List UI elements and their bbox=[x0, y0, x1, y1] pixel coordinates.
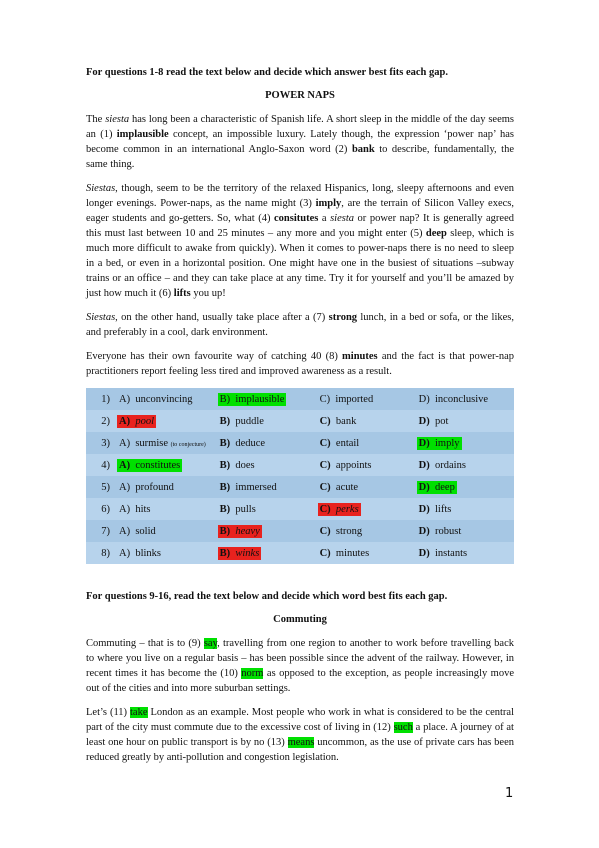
option-text: inconclusive bbox=[435, 393, 489, 405]
gap-answer-2: bank bbox=[351, 144, 375, 155]
answer-option bbox=[315, 520, 414, 542]
answer-option-label bbox=[218, 415, 266, 428]
answer-option bbox=[114, 520, 215, 542]
option-letter: C) bbox=[319, 547, 331, 559]
gap-answer-11: take bbox=[130, 707, 148, 718]
answer-option-label bbox=[417, 547, 469, 560]
question-number: 1) bbox=[101, 393, 110, 405]
option-text: winks bbox=[235, 547, 260, 559]
option-text: surmise bbox=[135, 437, 169, 449]
answer-row bbox=[86, 476, 514, 498]
option-text: instants bbox=[435, 547, 468, 559]
option-letter: B) bbox=[219, 393, 231, 405]
answer-option-label bbox=[417, 393, 490, 406]
option-letter: D) bbox=[418, 525, 430, 537]
answer-row bbox=[86, 542, 514, 564]
question-number: 8) bbox=[101, 547, 110, 559]
text-run: , travelling from one region to another to work before travelling back to where you live on a regular basis – has been possible since the advent of the railway. However, in recent times it has become the (10) bbox=[86, 638, 514, 679]
gap-answer-7: strong bbox=[328, 312, 358, 323]
answer-option-label bbox=[318, 481, 361, 494]
answer-option bbox=[215, 498, 315, 520]
option-letter: A) bbox=[119, 393, 131, 405]
gap-answer-4: consitutes bbox=[274, 213, 319, 224]
section2-paragraph-2 bbox=[86, 705, 514, 765]
text-run: a bbox=[318, 213, 331, 224]
text-run: you up! bbox=[190, 288, 226, 299]
option-letter: B) bbox=[219, 547, 231, 559]
option-letter: B) bbox=[219, 415, 231, 427]
option-text: perks bbox=[335, 503, 359, 515]
option-text: acute bbox=[335, 481, 359, 493]
section2-instruction: For questions 9-16, read the text below and decide which word best fits each gap. bbox=[86, 591, 448, 602]
option-letter: A) bbox=[119, 525, 131, 537]
gap-answer-12: such bbox=[393, 722, 413, 733]
option-text: immersed bbox=[235, 481, 277, 493]
option-letter: D) bbox=[418, 415, 430, 427]
question-number: 5) bbox=[101, 481, 110, 493]
option-letter: B) bbox=[219, 525, 231, 537]
option-letter: C) bbox=[319, 437, 331, 449]
option-letter: A) bbox=[119, 481, 131, 493]
answer-highlight-green bbox=[417, 481, 457, 494]
page-number: 1 bbox=[505, 786, 514, 801]
option-text: blinks bbox=[135, 547, 162, 559]
text-run: London as an example. Most people who work in what is considered to be the central part of the city must commute due to the excessive cost of living in (12) bbox=[86, 707, 514, 733]
option-text: bank bbox=[335, 415, 357, 427]
option-text: pool bbox=[135, 415, 155, 427]
answer-option-label bbox=[318, 415, 359, 428]
answer-option-label bbox=[318, 437, 362, 450]
answer-option bbox=[114, 476, 215, 498]
option-letter: A) bbox=[119, 459, 131, 471]
answer-option bbox=[315, 410, 414, 432]
option-text: deduce bbox=[235, 437, 266, 449]
answer-option bbox=[315, 454, 414, 476]
option-text: strong bbox=[335, 525, 363, 537]
question-number: 4) bbox=[101, 459, 110, 471]
option-text: minutes bbox=[335, 547, 370, 559]
answer-option-label bbox=[417, 415, 451, 428]
answer-option bbox=[114, 432, 215, 454]
gap-answer-5: deep bbox=[425, 228, 447, 239]
answer-option bbox=[414, 388, 514, 410]
answer-options-table bbox=[86, 388, 514, 564]
answer-highlight-green bbox=[117, 459, 182, 472]
option-text: hits bbox=[135, 503, 151, 515]
answer-option bbox=[215, 476, 315, 498]
option-text: puddle bbox=[235, 415, 264, 427]
answer-option bbox=[114, 410, 215, 432]
answer-option-label bbox=[218, 437, 267, 450]
option-text: appoints bbox=[335, 459, 372, 471]
section2-paragraph-1 bbox=[86, 636, 514, 696]
answer-option bbox=[315, 476, 414, 498]
answer-option-label bbox=[117, 525, 158, 538]
answer-highlight-green bbox=[417, 437, 462, 450]
section1-paragraph-2 bbox=[86, 181, 514, 301]
answer-option bbox=[114, 454, 215, 476]
section1-paragraph-3 bbox=[86, 310, 514, 340]
option-text: ordains bbox=[435, 459, 466, 471]
answer-highlight-red bbox=[117, 415, 156, 428]
text-run: and the fact is that power-nap practitioners report feeling less tired and improved awareness as a result. bbox=[86, 351, 514, 377]
option-letter: A) bbox=[119, 547, 131, 559]
gap-answer-10: norm bbox=[241, 668, 264, 679]
answer-option-label bbox=[417, 503, 454, 516]
answer-row bbox=[86, 520, 514, 542]
answer-option bbox=[414, 476, 514, 498]
text-run: lunch, in a bed or sofa, or the likes, and preferably in a cool, dark environment. bbox=[86, 312, 514, 338]
answer-option bbox=[315, 432, 414, 454]
answer-option bbox=[414, 454, 514, 476]
answer-row bbox=[86, 410, 514, 432]
text-run: or power nap? It is generally agreed this must last between 10 and 25 minutes – any more and you might enter (5) bbox=[86, 213, 514, 239]
text-run: , though, seem to be the territory of the relaxed Hispanics, long, sleepy afternoons and even longer evenings. Power-naps, as the name might (3) bbox=[86, 183, 514, 209]
option-text: pulls bbox=[235, 503, 256, 515]
option-text: pot bbox=[435, 415, 449, 427]
option-text: lifts bbox=[435, 503, 452, 515]
gap-answer-9: say bbox=[203, 638, 218, 649]
text-run: a place. A journey of at least one hour on public transport is by no (13) bbox=[86, 722, 514, 748]
question-number: 7) bbox=[101, 525, 110, 537]
answer-option-label bbox=[117, 503, 153, 516]
option-letter: D) bbox=[418, 547, 430, 559]
answer-option bbox=[414, 542, 514, 564]
answer-option bbox=[114, 542, 215, 564]
option-letter: D) bbox=[418, 481, 430, 493]
text-run: The bbox=[86, 114, 106, 125]
answer-option bbox=[215, 454, 315, 476]
answer-option-label bbox=[318, 393, 376, 406]
text-run: to describe, fundamentally, the same thing. bbox=[86, 144, 514, 170]
option-letter: C) bbox=[319, 393, 331, 405]
section1-title: POWER NAPS bbox=[265, 90, 335, 101]
answer-highlight-red bbox=[218, 547, 262, 560]
text-run: Commuting – that is to (9) bbox=[86, 638, 204, 649]
question-number: 6) bbox=[101, 503, 110, 515]
text-run: uncommon, as the use of private cars has been reduced greatly by anti-pollution and congestion legislation. bbox=[86, 737, 514, 763]
italic-word: siesta bbox=[330, 213, 355, 224]
answer-option bbox=[114, 498, 215, 520]
option-text: implausible bbox=[235, 393, 285, 405]
answer-option-label bbox=[117, 547, 163, 560]
option-letter: D) bbox=[418, 503, 430, 515]
option-text: constitutes bbox=[135, 459, 181, 471]
section1-paragraph-1 bbox=[86, 112, 514, 172]
option-letter: A) bbox=[119, 437, 131, 449]
text-run: Let’s (11) bbox=[86, 707, 130, 718]
text-run: Everyone has their own favourite way of catching 40 (8) bbox=[86, 351, 343, 362]
answer-option bbox=[414, 498, 514, 520]
option-text: profound bbox=[135, 481, 174, 493]
answer-option-label bbox=[117, 393, 195, 406]
answer-option bbox=[315, 542, 414, 564]
option-text: solid bbox=[135, 525, 156, 537]
option-letter: D) bbox=[418, 393, 430, 405]
answer-option-label bbox=[417, 459, 468, 472]
text-run: sleep, which is much more difficult to awake from quickly). When it comes to power-naps there is no need to sleep in a bed, or even in a horizontal position. One might have one in the busiest of situations –subway trains or an office – and they can take place at any time. Try it for yourself and you’ll be amazed by just how much it (6) bbox=[86, 228, 514, 299]
option-letter: B) bbox=[219, 459, 231, 471]
gap-answer-13: means bbox=[287, 737, 315, 748]
answer-option bbox=[215, 410, 315, 432]
italic-word: Siestas bbox=[86, 183, 116, 194]
italic-word: siesta bbox=[105, 114, 130, 125]
question-number: 2) bbox=[101, 415, 110, 427]
answer-option-label bbox=[318, 459, 374, 472]
gap-answer-6: lifts bbox=[173, 288, 191, 299]
answer-row bbox=[86, 498, 514, 520]
option-text: unconvincing bbox=[135, 393, 193, 405]
text-run: , are the terrain of Silicon Valley execs, eager students and go-getters. So, what (4) bbox=[86, 198, 514, 224]
text-run: , on the other hand, usually take place after a (7) bbox=[115, 312, 329, 323]
gap-answer-1: implausible bbox=[116, 129, 169, 140]
answer-option bbox=[215, 542, 315, 564]
answer-option-label bbox=[117, 437, 208, 450]
option-letter: B) bbox=[219, 481, 231, 493]
option-letter: D) bbox=[418, 459, 430, 471]
option-text: does bbox=[235, 459, 255, 471]
text-run: as opposed to the exception, as people increasingly move out of the cities and into more suburban settings. bbox=[86, 668, 514, 694]
answer-row bbox=[86, 454, 514, 476]
text-run: concept, an impossible luxury. Lately though, the expression ‘power nap’ has become common in an international Anglo-Saxon word (2) bbox=[86, 129, 515, 155]
option-text: heavy bbox=[235, 525, 260, 537]
italic-word: Siestas bbox=[86, 312, 116, 323]
section2 bbox=[86, 590, 514, 765]
option-text: imply bbox=[435, 437, 460, 449]
answer-option-label bbox=[218, 481, 279, 494]
option-text: robust bbox=[435, 525, 462, 537]
answer-row bbox=[86, 432, 514, 454]
option-letter: C) bbox=[319, 503, 331, 515]
option-letter: C) bbox=[319, 481, 331, 493]
answer-option bbox=[315, 388, 414, 410]
answer-option bbox=[215, 432, 315, 454]
option-letter: D) bbox=[418, 437, 430, 449]
section1-instruction: For questions 1-8 read the text below and decide which answer best fits each gap. bbox=[86, 67, 448, 78]
answer-option bbox=[414, 432, 514, 454]
answer-option bbox=[414, 410, 514, 432]
answer-option bbox=[414, 520, 514, 542]
option-letter: A) bbox=[119, 415, 131, 427]
answer-option bbox=[114, 388, 215, 410]
answer-option-label bbox=[117, 481, 176, 494]
option-letter: A) bbox=[119, 503, 131, 515]
answer-option-label bbox=[318, 547, 372, 560]
option-letter: B) bbox=[219, 503, 231, 515]
answer-highlight-red bbox=[218, 525, 262, 538]
gap-answer-3: imply bbox=[315, 198, 342, 209]
answer-highlight-green bbox=[218, 393, 287, 406]
option-text: deep bbox=[435, 481, 455, 493]
text-run: has long been a characteristic of Spanish life. A short sleep in the middle of the day seems an (1) bbox=[86, 114, 514, 140]
answer-row bbox=[86, 388, 514, 410]
option-note: (to conjecture) bbox=[170, 441, 206, 448]
section2-title: Commuting bbox=[273, 614, 327, 625]
answer-option-label bbox=[218, 503, 258, 516]
section1-paragraph-4 bbox=[86, 349, 514, 379]
option-text: entail bbox=[335, 437, 360, 449]
option-letter: C) bbox=[319, 415, 331, 427]
option-text: imported bbox=[335, 393, 374, 405]
option-letter: B) bbox=[219, 437, 231, 449]
page-content bbox=[86, 66, 514, 774]
answer-option bbox=[315, 498, 414, 520]
answer-option-label bbox=[417, 525, 464, 538]
answer-option bbox=[215, 520, 315, 542]
option-letter: C) bbox=[319, 525, 331, 537]
question-number: 3) bbox=[101, 437, 110, 449]
answer-option-label bbox=[218, 459, 257, 472]
gap-answer-8: minutes bbox=[342, 351, 378, 362]
answer-option-label bbox=[318, 525, 365, 538]
answer-option bbox=[215, 388, 315, 410]
option-letter: C) bbox=[319, 459, 331, 471]
answer-highlight-red bbox=[318, 503, 361, 516]
